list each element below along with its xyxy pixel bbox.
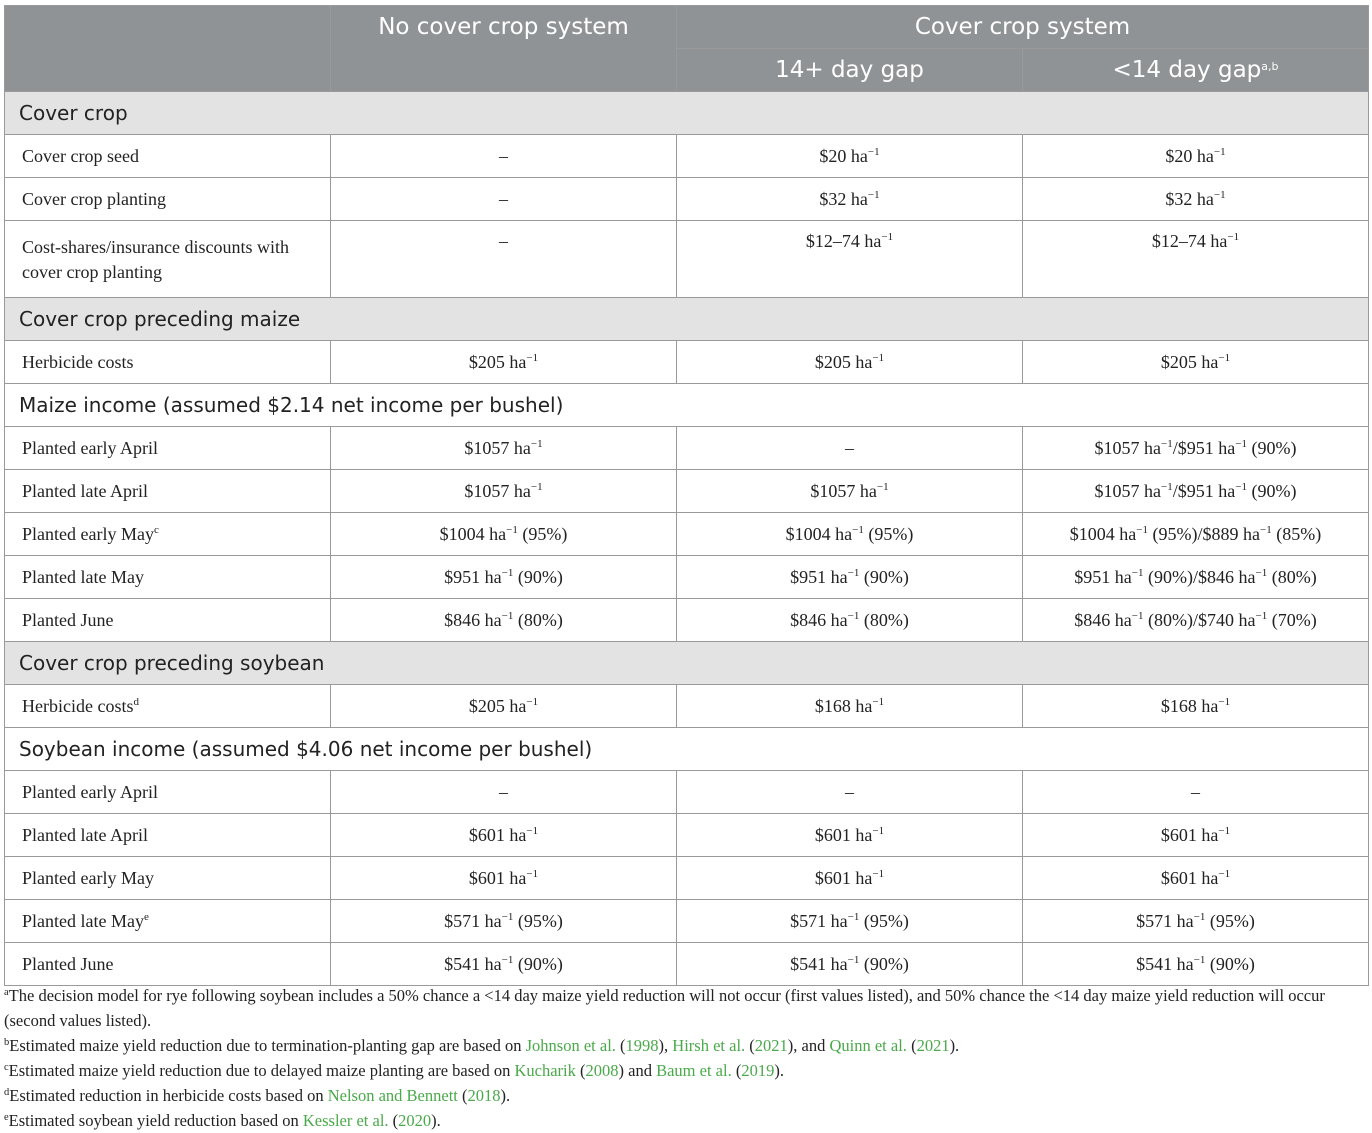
row-label: Planted June bbox=[5, 943, 331, 986]
row-label: Herbicide costs$^d$ bbox=[5, 685, 331, 728]
cell-no-cover: $1057 $ha^{-1}$ bbox=[331, 470, 677, 513]
cell-exp: −1 bbox=[1213, 145, 1226, 158]
table-row bbox=[5, 900, 1369, 943]
cell-gap14: $951 $ha^{-1}$ (90%) bbox=[677, 556, 1023, 599]
ref-nelson[interactable]: Nelson and Bennett bbox=[327, 1086, 458, 1105]
cell-exp: −1 bbox=[867, 188, 880, 201]
cell-lt14: $1004 $ha^{-1}$ (95%)/$889 $ha^{-1}$ (85%) bbox=[1023, 513, 1369, 556]
cell-no-cover: – bbox=[331, 135, 677, 178]
cell-lt14: $541 $ha^{-1}$ (90%) bbox=[1023, 943, 1369, 986]
row-label: Planted early May$^c$ bbox=[5, 513, 331, 556]
cell-gap14: $571 $ha^{-1}$ (95%) bbox=[677, 900, 1023, 943]
row-label: Cover crop seed bbox=[5, 135, 331, 178]
header-gap-lt14 bbox=[1023, 49, 1369, 92]
cell-no-cover: – bbox=[331, 221, 677, 298]
row-label: Planted June bbox=[5, 599, 331, 642]
cell-lt14: $1057 $ha^{-1}/\$951$ $ha^{-1}$ (90%) bbox=[1023, 470, 1369, 513]
cell-gap14: – bbox=[677, 427, 1023, 470]
table-row bbox=[5, 771, 1369, 814]
ref-kucharik-year[interactable]: 2008 bbox=[585, 1061, 619, 1080]
cell-exp: −1 bbox=[1213, 188, 1226, 201]
table-row bbox=[5, 814, 1369, 857]
cell-gap14: $1057 $ha^{-1}$ bbox=[677, 470, 1023, 513]
ref-kessler[interactable]: Kessler et al. bbox=[302, 1111, 389, 1130]
footnote-d: $^d$Estimated reduction in herbicide costs based on Nelson and Bennett (2018). bbox=[4, 1086, 511, 1105]
cell-no-cover: $846 $ha^{-1}$ (80%) bbox=[331, 599, 677, 642]
section-preceding-soybean: Cover crop preceding soybean bbox=[5, 642, 1369, 685]
cell-no-cover: $601 $ha^{-1}$ bbox=[331, 814, 677, 857]
table-row bbox=[5, 685, 1369, 728]
ref-kessler-year[interactable]: 2020 bbox=[398, 1111, 432, 1130]
section-soybean-income: Soybean income (assumed $4.06 net income per bushel) bbox=[5, 728, 1369, 771]
cell-lt14: $601 $ha^{-1}$ bbox=[1023, 814, 1369, 857]
cell-exp: −1 bbox=[872, 351, 885, 364]
cell-exp: −1 bbox=[526, 351, 539, 364]
header-no-cover: No cover crop system bbox=[331, 6, 677, 92]
cell-no-cover: $1057 $ha^{-1}$ bbox=[331, 427, 677, 470]
cell-no-cover: $541 $ha^{-1}$ (90%) bbox=[331, 943, 677, 986]
cell-gap14: $168 $ha^{-1}$ bbox=[677, 685, 1023, 728]
cell-exp: −1 bbox=[881, 231, 894, 243]
cell-lt14: – bbox=[1023, 771, 1369, 814]
section-cover-crop: Cover crop bbox=[5, 92, 1369, 135]
row-label: Herbicide costs bbox=[5, 341, 331, 384]
section-maize-income: Maize income (assumed $2.14 net income per bushel) bbox=[5, 384, 1369, 427]
cell-no-cover: $1004 $ha^{-1}$ (95%) bbox=[331, 513, 677, 556]
footnotes bbox=[4, 983, 1368, 1133]
cell-lt14: $168 $ha^{-1}$ bbox=[1023, 685, 1369, 728]
cell-gap14: $541 $ha^{-1}$ (90%) bbox=[677, 943, 1023, 986]
header-cover-system: Cover crop system bbox=[677, 6, 1369, 49]
cell-gap14 bbox=[677, 135, 1023, 178]
table-row bbox=[5, 943, 1369, 986]
cell-exp: −1 bbox=[1227, 231, 1240, 243]
cell-value: $20 ha bbox=[1165, 145, 1214, 166]
table-row bbox=[5, 857, 1369, 900]
cell-value: $32 ha bbox=[1165, 188, 1214, 209]
table-row bbox=[5, 556, 1369, 599]
cell-lt14 bbox=[1023, 135, 1369, 178]
table-row bbox=[5, 599, 1369, 642]
cell-gap14: $601 $ha^{-1}$ bbox=[677, 814, 1023, 857]
cell-value: $205 ha bbox=[1160, 351, 1219, 372]
cell-gap14: – bbox=[677, 771, 1023, 814]
cell-no-cover: $951 $ha^{-1}$ (90%) bbox=[331, 556, 677, 599]
table-row bbox=[5, 470, 1369, 513]
ref-johnson[interactable]: Johnson et al. bbox=[525, 1036, 616, 1055]
row-label: Planted early April bbox=[5, 427, 331, 470]
footnote-a: $^a$The decision model for rye following soybean includes a 50% chance a <14 day maize yield reduction will not occur (first values listed), and 50% chance the <14 day maize yield reduction will occur (second values listed). bbox=[4, 986, 1325, 1030]
ref-baum[interactable]: Baum et al. bbox=[656, 1061, 732, 1080]
cell-no-cover: $205 $ha^{-1}$ bbox=[331, 685, 677, 728]
row-label: Planted late May$^e$ bbox=[5, 900, 331, 943]
cell-value: $205 ha bbox=[814, 351, 873, 372]
ref-baum-year[interactable]: 2019 bbox=[741, 1061, 775, 1080]
row-label: Planted late May bbox=[5, 556, 331, 599]
cell-lt14: $1057 $ha^{-1}/\$951$ $ha^{-1}$ (90%) bbox=[1023, 427, 1369, 470]
header-gap-lt14-text: <14 day gap bbox=[1112, 57, 1262, 83]
cell-lt14 bbox=[1023, 341, 1369, 384]
header-empty-cell bbox=[5, 6, 331, 92]
header-gap-14plus: 14+ day gap bbox=[677, 49, 1023, 92]
cell-gap14 bbox=[677, 178, 1023, 221]
cell-exp: −1 bbox=[867, 145, 880, 158]
cell-gap14 bbox=[677, 221, 1023, 298]
cell-lt14: $846 $ha^{-1}$ (80%)/$740 $ha^{-1}$ (70%) bbox=[1023, 599, 1369, 642]
cell-value: $205 ha bbox=[468, 351, 527, 372]
cell-no-cover: $571 $ha^{-1}$ (95%) bbox=[331, 900, 677, 943]
cell-no-cover: $601 $ha^{-1}$ bbox=[331, 857, 677, 900]
table-row bbox=[5, 178, 1369, 221]
footnote-c: $^c$Estimated maize yield reduction due to delayed maize planting are based on Kucharik (2008) and Baum et al. (2019). bbox=[4, 1061, 784, 1080]
table-row bbox=[5, 427, 1369, 470]
cell-gap14: $601 $ha^{-1}$ bbox=[677, 857, 1023, 900]
cell-exp: −1 bbox=[1218, 351, 1231, 364]
table-wrapper bbox=[4, 5, 1368, 986]
row-label: Planted late April bbox=[5, 470, 331, 513]
cell-value: $12–74 ha bbox=[805, 231, 882, 251]
cell-value: $32 ha bbox=[819, 188, 868, 209]
cell-lt14: $951 $ha^{-1}$ (90%)/$846 $ha^{-1}$ (80%) bbox=[1023, 556, 1369, 599]
ref-quinn-year[interactable]: 2021 bbox=[916, 1036, 950, 1055]
cell-lt14: $571 $ha^{-1}$ (95%) bbox=[1023, 900, 1369, 943]
ref-hirsh[interactable]: Hirsh et al. bbox=[672, 1036, 746, 1055]
cell-no-cover bbox=[331, 341, 677, 384]
ref-quinn[interactable]: Quinn et al. bbox=[829, 1036, 907, 1055]
row-label: Planted early May bbox=[5, 857, 331, 900]
ref-nelson-year[interactable]: 2018 bbox=[467, 1086, 501, 1105]
cover-crop-cost-table bbox=[4, 5, 1369, 986]
table-row bbox=[5, 135, 1369, 178]
table-row bbox=[5, 221, 1369, 298]
table-row bbox=[5, 341, 1369, 384]
ref-johnson-year[interactable]: 1998 bbox=[625, 1036, 659, 1055]
row-label: Cover crop planting bbox=[5, 178, 331, 221]
footnote-e: $^e$Estimated soybean yield reduction based on Kessler et al. (2020). bbox=[4, 1111, 441, 1130]
cell-value: $20 ha bbox=[819, 145, 868, 166]
cell-no-cover: – bbox=[331, 771, 677, 814]
section-preceding-maize: Cover crop preceding maize bbox=[5, 298, 1369, 341]
cell-value: $12–74 ha bbox=[1151, 231, 1228, 251]
cell-gap14: $1004 $ha^{-1}$ (95%) bbox=[677, 513, 1023, 556]
row-label: Planted early April bbox=[5, 771, 331, 814]
footnote-b: $^b$Estimated maize yield reduction due to termination-planting gap are based on Johnson et al. (1998), Hirsh et al. (2021), and Quinn et al. (2021). bbox=[4, 1036, 960, 1055]
row-label: Planted late April bbox=[5, 814, 331, 857]
cell-lt14: $601 $ha^{-1}$ bbox=[1023, 857, 1369, 900]
header-gap-lt14-sup: a,b bbox=[1261, 60, 1279, 73]
table-row bbox=[5, 513, 1369, 556]
ref-kucharik[interactable]: Kucharik bbox=[514, 1061, 576, 1080]
cell-lt14 bbox=[1023, 178, 1369, 221]
cell-gap14 bbox=[677, 341, 1023, 384]
cell-no-cover: – bbox=[331, 178, 677, 221]
ref-hirsh-year[interactable]: 2021 bbox=[754, 1036, 788, 1055]
cell-lt14 bbox=[1023, 221, 1369, 298]
cell-gap14: $846 $ha^{-1}$ (80%) bbox=[677, 599, 1023, 642]
row-label: Cost-shares/insurance discounts with cover crop planting bbox=[5, 221, 331, 298]
